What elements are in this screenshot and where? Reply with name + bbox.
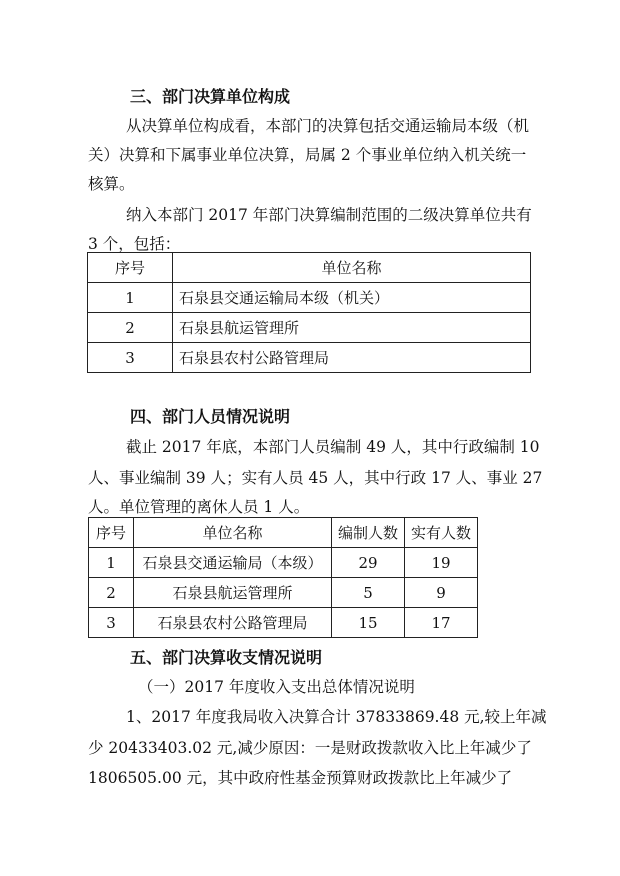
- table-row: [89, 548, 478, 578]
- cell-unit-name: 石泉县交通运输局本级（机关）: [173, 283, 531, 313]
- header-seq: 序号: [89, 518, 134, 548]
- section5-heading: 五、部门决算收支情况说明: [130, 648, 323, 667]
- table-row: [88, 283, 531, 313]
- header-unit-name: 单位名称: [134, 518, 332, 548]
- header-actual-count: 实有人数: [405, 518, 478, 548]
- cell-seq: 3: [88, 343, 173, 373]
- cell-unit-name: 石泉县农村公路管理局: [173, 343, 531, 373]
- unit-composition-table: [87, 252, 531, 373]
- cell-seq: 3: [89, 608, 134, 638]
- table-header-row: [89, 518, 478, 548]
- cell-seq: 1: [88, 283, 173, 313]
- section3-heading: 三、部门决算单位构成: [130, 87, 291, 106]
- section5-paragraph-line3: 1806505.00 元，其中政府性基金预算财政拨款比上年减少了: [88, 769, 513, 787]
- cell-authorized-count: 29: [332, 548, 405, 578]
- section5-paragraph-line2: 少 20433403.02 元,减少原因：一是财政拨款收入比上年减少了: [88, 739, 532, 757]
- section4-paragraph-line1: 截止 2017 年底，本部门人员编制 49 人，其中行政编制 10: [126, 438, 540, 456]
- section5-paragraph-line1: 1、2017 年度我局收入决算合计 37833869.48 元,较上年减: [126, 708, 547, 726]
- section4-heading: 四、部门人员情况说明: [130, 407, 291, 426]
- cell-unit-name: 石泉县交通运输局（本级）: [134, 548, 332, 578]
- cell-unit-name: 石泉县农村公路管理局: [134, 608, 332, 638]
- table-row: [89, 608, 478, 638]
- cell-seq: 2: [88, 313, 173, 343]
- cell-unit-name: 石泉县航运管理所: [173, 313, 531, 343]
- cell-seq: 2: [89, 578, 134, 608]
- header-authorized-count: 编制人数: [332, 518, 405, 548]
- cell-unit-name: 石泉县航运管理所: [134, 578, 332, 608]
- section3-paragraph1-line2: 关）决算和下属事业单位决算，局属 2 个事业单位纳入机关统一: [88, 146, 527, 164]
- table-row: [88, 343, 531, 373]
- cell-actual-count: 17: [405, 608, 478, 638]
- section3-paragraph2-line1: 纳入本部门 2017 年部门决算编制范围的二级决算单位共有: [126, 206, 532, 224]
- cell-actual-count: 9: [405, 578, 478, 608]
- table-row: [88, 313, 531, 343]
- cell-seq: 1: [89, 548, 134, 578]
- staffing-table: [88, 517, 478, 638]
- header-unit-name: 单位名称: [173, 253, 531, 283]
- section3-paragraph1-line1: 从决算单位构成看，本部门的决算包括交通运输局本级（机: [126, 117, 530, 135]
- table-row: [89, 578, 478, 608]
- section3-paragraph2-line2: 3 个，包括：: [88, 235, 181, 253]
- section5-subheading: （一）2017 年度收入支出总体情况说明: [138, 678, 415, 696]
- table-header-row: [88, 253, 531, 283]
- section4-paragraph-line2: 人、事业编制 39 人；实有人员 45 人，其中行政 17 人、事业 27: [88, 469, 543, 487]
- section4-paragraph-line3: 人。单位管理的离休人员 1 人。: [88, 498, 310, 516]
- header-seq: 序号: [88, 253, 173, 283]
- section3-paragraph1-line3: 核算。: [88, 175, 135, 193]
- cell-authorized-count: 15: [332, 608, 405, 638]
- cell-authorized-count: 5: [332, 578, 405, 608]
- cell-actual-count: 19: [405, 548, 478, 578]
